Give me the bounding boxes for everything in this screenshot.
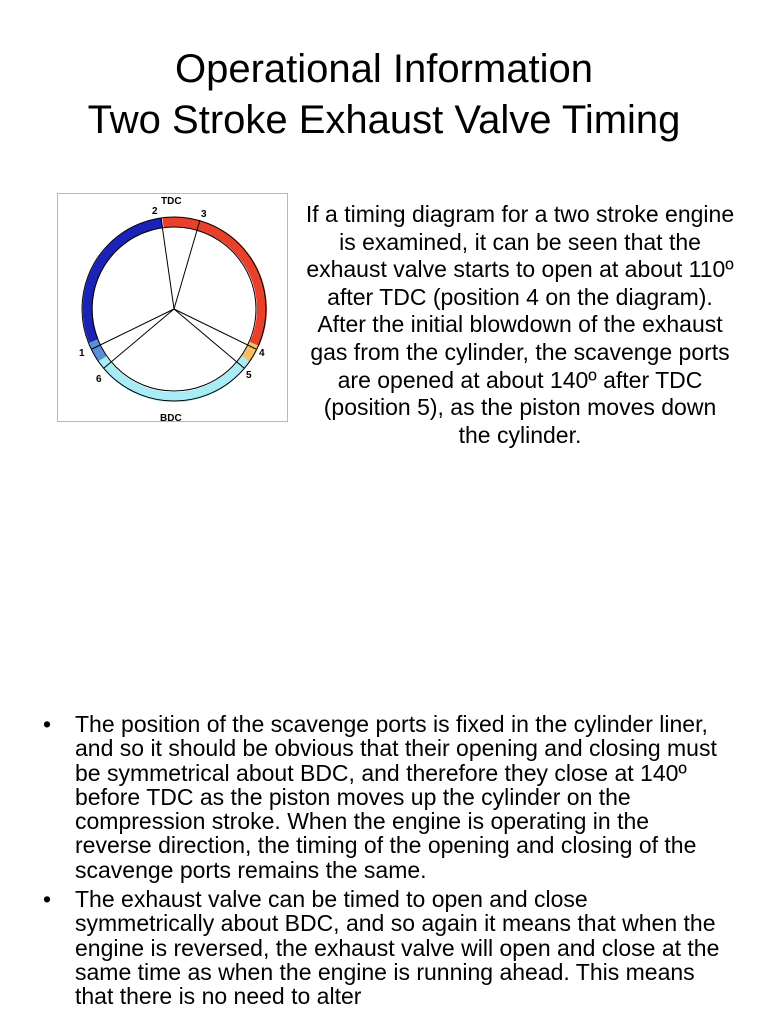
- label-position-5: 5: [246, 370, 252, 381]
- bullet-text: The position of the scavenge ports is fixed in the cylinder liner, and so it should be obvious that their opening and closing must be symmetrical about BDC, and therefore they close at 140º before TDC as the piston moves up the cylinder on the compression stroke. When the engine is operating in the reverse direction, the timing of the opening and closing of the scavenge ports remains the same.: [75, 711, 717, 883]
- label-position-2: 2: [152, 206, 158, 217]
- bullet-marker: •: [43, 711, 52, 737]
- bullet-item: [40, 887, 730, 1008]
- slide-title: [0, 44, 768, 146]
- arc-dark-blue: [88, 223, 163, 341]
- bullet-text: The exhaust valve can be timed to open and close symmetrically about BDC, and so again it means that when the engine is reversed, the exhaust valve will open and close at the same time as when the engine is running ahead. This means that there is no need to alter: [75, 886, 720, 1010]
- label-position-3: 3: [201, 209, 207, 220]
- bullet-marker: •: [43, 886, 52, 913]
- label-position-6: 6: [96, 374, 102, 385]
- arc-red: [163, 222, 262, 344]
- intro-paragraph: If a timing diagram for a two stroke engine is examined, it can be seen that the exhaust valve starts to open at about 110º after TDC (position 4 on the diagram). After the initial blowdown of the exhaust gas from the cylinder, the scavenge ports are opened at about 140º after TDC (position 5), as the piston moves down the cylinder.: [305, 201, 735, 448]
- label-position-4: 4: [259, 348, 265, 359]
- bullet-item: [40, 712, 730, 882]
- title-line-1: Operational Information: [174, 47, 593, 91]
- label-tdc: TDC: [161, 196, 182, 207]
- bullet-list: [40, 712, 730, 1014]
- timing-diagram: [57, 193, 288, 422]
- timing-diagram-svg: [58, 194, 289, 423]
- label-position-1: 1: [79, 348, 85, 359]
- title-line-2: Two Stroke Exhaust Valve Timing: [87, 98, 681, 142]
- label-bdc: BDC: [160, 413, 182, 423]
